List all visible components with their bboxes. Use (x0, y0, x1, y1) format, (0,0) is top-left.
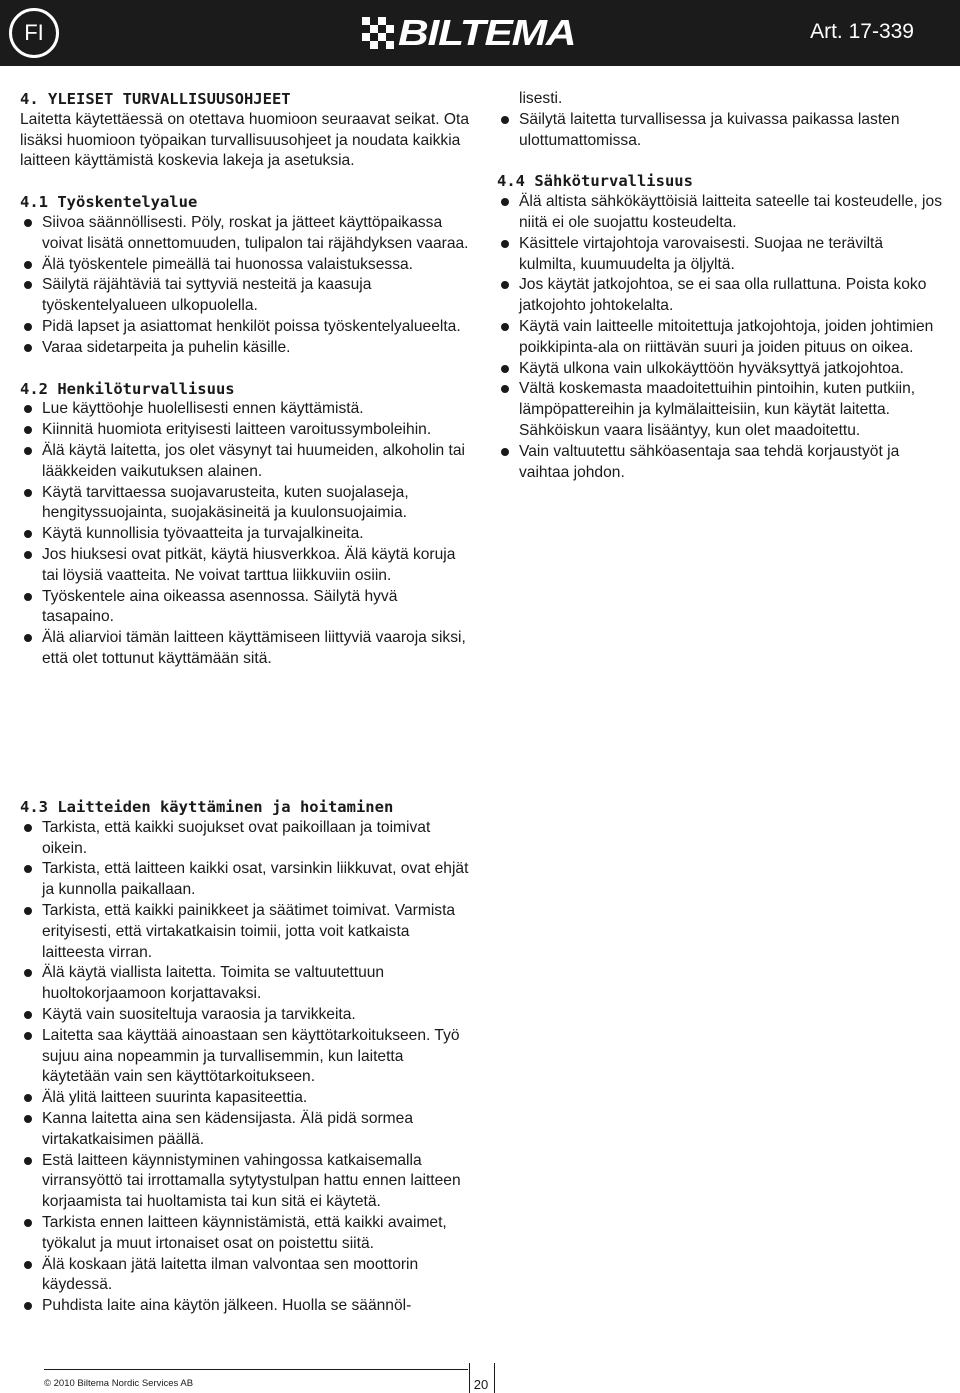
list-item: Vain valtuutettu sähköasentaja saa tehdä korjaustyöt ja vaihtaa johdon. (497, 442, 942, 484)
list-item: Älä työskentele pimeällä tai huonossa valaistuksessa. (20, 255, 470, 276)
biltema-logo (362, 12, 576, 53)
list-item: Käytä tarvittaessa suojavarusteita, kuten suojalaseja, hengityssuojainta, suojakäsineitä ja kuulonsuojaimia. (20, 483, 470, 525)
list-item: Laitetta saa käyttää ainoastaan sen käyttötarkoitukseen. Työ sujuu aina nopeammin ja turvallisemmin, kun laitetta käytetään vain sen käyttötarkoitukseen. (20, 1026, 470, 1088)
list-item: Käytä vain suositeltuja varaosia ja tarvikkeita. (20, 1005, 470, 1026)
list-item: Älä altista sähkökäyttöisiä laitteita sateelle tai kosteudelle, jos niitä ei ole suojattu kosteudelta. (497, 192, 942, 234)
list-item: Jos hiuksesi ovat pitkät, käytä hiusverkkoa. Älä käytä koruja tai löysiä vaatteita. Ne voivat tarttua liikkuviin osiin. (20, 545, 470, 587)
list-item: Tarkista ennen laitteen käynnistämistä, että kaikki avaimet, työkalut ja muut irtonaiset osat on poistettu siitä. (20, 1213, 470, 1255)
section-4-3-continuation: lisesti. (519, 90, 563, 107)
list-item: Älä käytä laitetta, jos olet väsynyt tai huumeiden, alkoholin tai lääkkeiden vaikutuksen alainen. (20, 441, 470, 483)
section-4-title: 4. YLEISET TURVALLISUUSOHJEET (20, 90, 291, 108)
section-4-3-title: 4.3 Laitteiden käyttäminen ja hoitaminen (20, 798, 394, 816)
section-4-3-list-continued (497, 110, 942, 152)
list-item: Siivoa säännöllisesti. Pöly, roskat ja jätteet käyttöpaikassa voivat lisätä onnettomuuden, tulipalon tai räjähdyksen vaaraa. (20, 213, 470, 255)
list-item: Säilytä laitetta turvallisessa ja kuivassa paikassa lasten ulottumattomissa. (497, 110, 942, 152)
list-item: Pidä lapset ja asiattomat henkilöt poissa työskentelyalueelta. (20, 317, 470, 338)
footer-copyright: © 2010 Biltema Nordic Services AB (44, 1378, 194, 1389)
list-item: Tarkista, että kaikki painikkeet ja säätimet toimivat. Varmista erityisesti, että virtakatkaisin toimii, jotta voit katkaista laitteesta virran. (20, 901, 470, 963)
page-header (0, 0, 960, 66)
checkered-flag-icon (362, 17, 394, 49)
logo-wordmark: BILTEMA (398, 12, 576, 53)
list-item: Tarkista, että kaikki suojukset ovat paikoillaan ja toimivat oikein. (20, 818, 470, 860)
list-item: Jos käytät jatkojohtoa, se ei saa olla rullattuna. Poista koko jatkojohto johtokelalta. (497, 275, 942, 317)
section-4-4-title: 4.4 Sähköturvallisuus (497, 172, 693, 191)
list-item: Käytä kunnollisia työvaatteita ja turvajalkineita. (20, 524, 470, 545)
left-column-lower (20, 797, 470, 1317)
list-item: Puhdista laite aina käytön jälkeen. Huolla se säännöl- (20, 1296, 470, 1317)
list-item: Älä aliarvioi tämän laitteen käyttämiseen liittyviä vaaroja siksi, että olet tottunut käyttämään sitä. (20, 628, 470, 670)
list-item: Käytä ulkona vain ulkokäyttöön hyväksyttyä jatkojohtoa. (497, 359, 942, 380)
article-number: Art. 17-339 (810, 20, 914, 43)
list-item: Säilytä räjähtäviä tai syttyviä nesteitä ja kaasuja työskentelyalueen ulkopuolella. (20, 275, 470, 317)
list-item: Estä laitteen käynnistyminen vahingossa katkaisemalla virransyöttö tai irrottamalla sytytystulpan hattu ennen laitteen korjaamista tai huoltamista tai kun sitä ei käytetä. (20, 1151, 470, 1213)
list-item: Käsittele virtajohtoja varovaisesti. Suojaa ne teräviltä kulmilta, kuumuudelta ja öljyltä. (497, 234, 942, 276)
list-item: Älä käytä viallista laitetta. Toimita se valtuutettuun huoltokorjaamoon korjattavaksi. (20, 963, 470, 1005)
list-item: Lue käyttöohje huolellisesti ennen käyttämistä. (20, 399, 470, 420)
section-4-2-title: 4.2 Henkilöturvallisuus (20, 379, 235, 398)
page-number: 20 (473, 1377, 489, 1392)
section-4-3-list (20, 818, 470, 1317)
language-badge: FI (9, 8, 59, 58)
section-4-2-list (20, 399, 470, 669)
section-4-intro: Laitetta käytettäessä on otettava huomioon seuraavat seikat. Ota lisäksi huomioon työpaikan turvallisuusohjeet ja noudata kaikkia laitteen käyttämistä koskevia lakeja ja asetuksia. (20, 110, 470, 170)
list-item: Älä ylitä laitteen suurinta kapasiteettia. (20, 1088, 470, 1109)
section-4-4-list (497, 192, 942, 483)
list-item: Työskentele aina oikeassa asennossa. Säilytä hyvä tasapaino. (20, 587, 470, 629)
list-item: Kiinnitä huomiota erityisesti laitteen varoitussymboleihin. (20, 420, 470, 441)
list-item: Varaa sidetarpeita ja puhelin käsille. (20, 338, 470, 359)
right-column (497, 89, 942, 483)
section-4-1-list (20, 213, 470, 359)
section-4-1-title: 4.1 Työskentelyalue (20, 193, 198, 212)
list-item: Kanna laitetta aina sen kädensijasta. Älä pidä sormea virtakatkaisimen päällä. (20, 1109, 470, 1151)
list-item: Tarkista, että laitteen kaikki osat, varsinkin liikkuvat, ovat ehjät ja kunnolla paikallaan. (20, 859, 470, 901)
list-item: Käytä vain laitteelle mitoitettuja jatkojohtoja, joiden johtimien poikkipinta-ala on riittävän suuri ja joiden pituus on oikea. (497, 317, 942, 359)
list-item: Vältä koskemasta maadoitettuihin pintoihin, kuten putkiin, lämpöpattereihin ja kylmälaitteisiin, kun käytät laitetta. Sähköiskun vaara lisääntyy, kun olet maadoitettu. (497, 379, 942, 441)
footer-rule (44, 1369, 468, 1370)
left-column (20, 89, 470, 670)
list-item: Älä koskaan jätä laitetta ilman valvontaa sen moottorin käydessä. (20, 1255, 470, 1297)
